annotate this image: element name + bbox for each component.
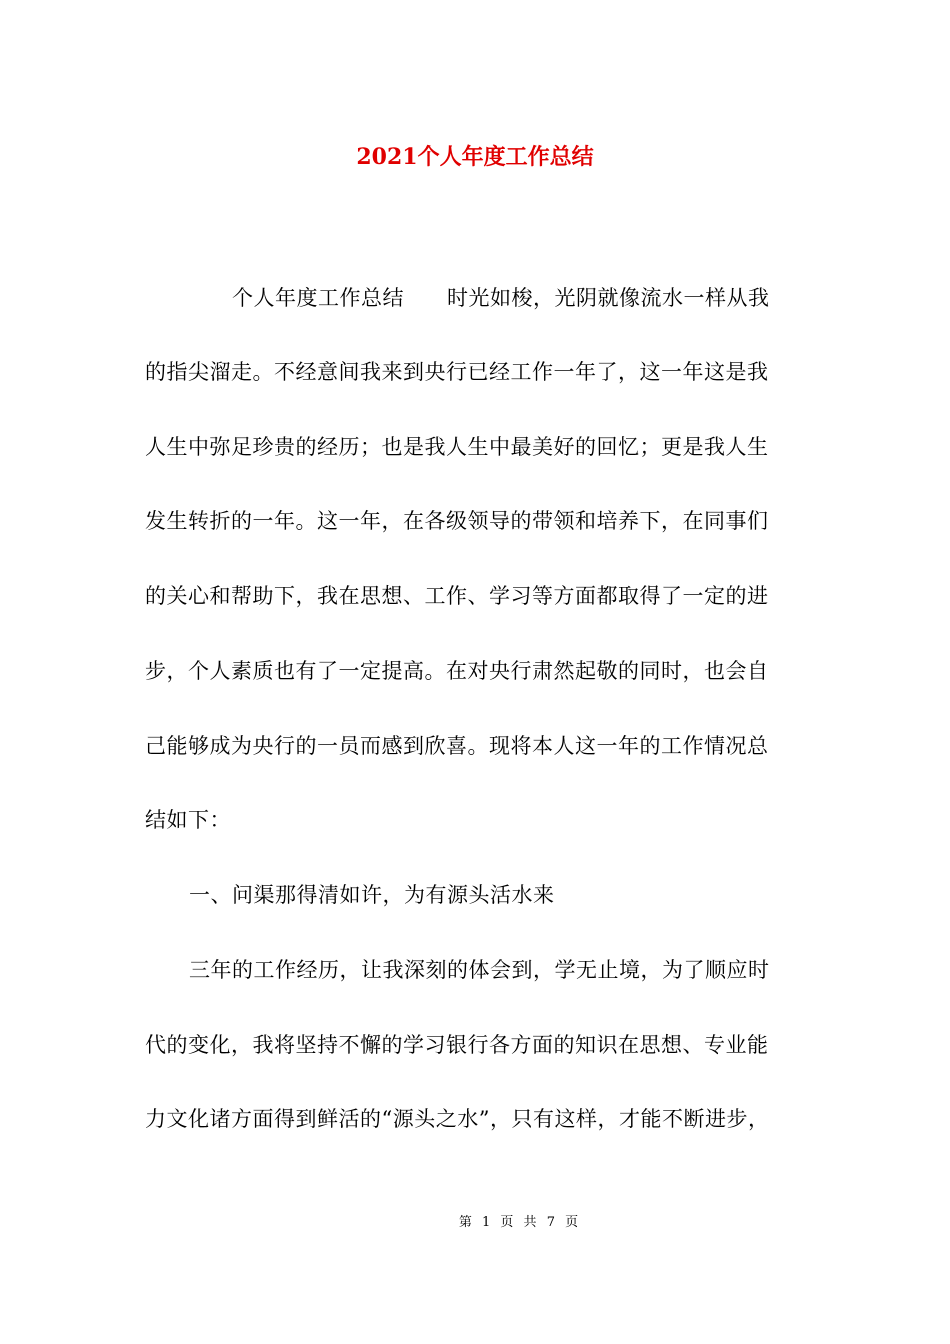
paragraph-line: 代的变化，我将坚持不懈的学习银行各方面的知识在思想、专业能	[145, 1033, 769, 1057]
paragraph-line: 的指尖溜走。不经意间我来到央行已经工作一年了，这一年这是我	[145, 360, 769, 384]
paragraph-line: 个人年度工作总结 时光如梭，光阴就像流水一样从我	[232, 286, 770, 310]
paragraph-line: 步，个人素质也有了一定提高。在对央行肃然起敬的同时，也会自	[145, 659, 769, 683]
paragraph-line: 的关心和帮助下，我在思想、工作、学习等方面都取得了一定的进	[145, 584, 769, 608]
paragraph-line: 己能够成为央行的一员而感到欣喜。现将本人这一年的工作情况总	[145, 734, 769, 758]
section-heading: 一、问渠那得清如许，为有源头活水来	[189, 883, 555, 907]
paragraph-line: 发生转折的一年。这一年，在各级领导的带领和培养下，在同事们	[145, 509, 769, 533]
page-footer: 第 1 页 共 7 页	[458, 1215, 582, 1230]
document-title: 2021个人年度工作总结	[356, 144, 594, 170]
paragraph-line: 三年的工作经历，让我深刻的体会到，学无止境，为了顺应时	[189, 958, 770, 982]
paragraph-line: 结如下：	[145, 808, 231, 832]
paragraph-line: 人生中弥足珍贵的经历；也是我人生中最美好的回忆；更是我人生	[145, 435, 769, 459]
paragraph-line: 力文化诸方面得到鲜活的“源头之水”，只有这样，才能不断进步，	[145, 1107, 770, 1131]
